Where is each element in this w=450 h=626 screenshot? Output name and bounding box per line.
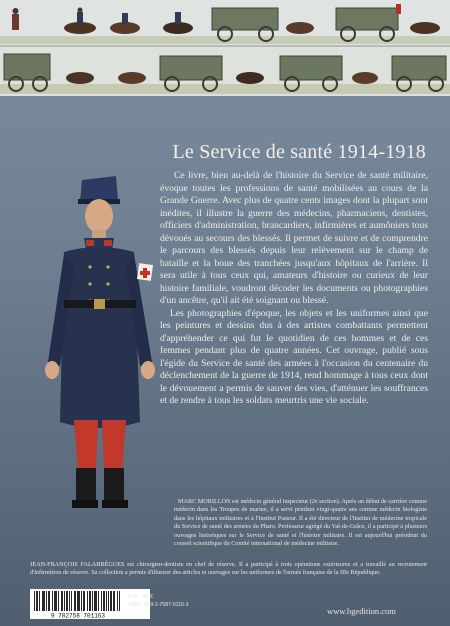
author-bio-marc-morillon: MARC MORILLON est médecin général inspecteur (2e section). Après un début de carrière comme médecin dans les Troupes de marine, il a servi pendant vingt-quatre ans comme médecin biologiste dans les hôpitaux militaires et à l'Institut Pasteur. Il a été directeur de l'Institut de médecine tropicale du Service de santé des armées du Pharo. Professeur agrégé du Val-de-Grâce, il a participé à plusieurs ouvrages historiques sur le Service de santé et l'histoire militaire. Il est aujourd'hui président du conseil scientifique du Comité international de médecine militaire. <box>174 498 427 548</box>
author-bio-jean-francois-falabregues: JEAN-FRANÇOIS FALABRÈGUES est chirurgien-dentiste en chef de réserve. Il a participé à trois opérations extérieures et a travaillé au recrutement d'infirmières de réserve. Sa collection a permis d'illustrer des articles et ouvrages sur les uniformes de l'armée française de la IIIe République. <box>30 561 427 577</box>
soldier-mannequin-illustration <box>34 172 166 512</box>
convoy-illustration-drawing <box>0 0 450 96</box>
description-paragraph-2: Les photographies d'époque, les objets et les uniformes ainsi que les peintures et dessins dus à des artistes combattants permettent d'appréhender ce qui fut le quotidien de ces hommes et de ces femmes pendant plus de quatre années. Cet ouvrage, publié sous l'égide du Service de santé des armées à l'occasion du centenaire du déclenchement de la guerre de 1914, rend hommage à tous ceux dont le dévouement a permis de sauver des vies, d'atténuer les souffrances et de rendre à tous les soldats meurtris une vie sociale. <box>160 307 428 406</box>
price-label: Prix : 35 € <box>128 594 153 600</box>
description-paragraph-1: Ce livre, bien au-delà de l'histoire du Service de santé militaire, évoque toutes les professions de santé mobilisées au cours de la Grande Guerre. Avec plus de quatre cents images dont la plupart sont inédites, il illustre la guerre des médecins, pharmaciens, dentistes, officiers d'administration, brancardiers, infirmières et aumôniers tous dévoués au secours des blessés. Il permet de suivre et de comprendre le parcours des blessés depuis leur relèvement sur le champ de bataille et la boue des tranchées jusqu'aux hôpitaux de l'arrière. Il sera utile à tous ceux qui, amateurs d'histoire ou curieux de leur histoire familiale, voudront décoder les documents ou photographies d'un ancêtre, qu'il ait été soignant ou blessé. <box>160 170 428 306</box>
book-title: Le Service de santé 1914-1918 <box>172 141 426 163</box>
convoy-illustration <box>0 0 450 96</box>
barcode-digits: 9 782758 701163 <box>50 612 106 619</box>
barcode-bars <box>30 589 126 619</box>
isbn-label: ISBN : 978-2-7587-0116-3 <box>128 602 189 608</box>
book-description <box>160 170 428 408</box>
publisher-website: www.bgedition.com <box>327 606 396 616</box>
